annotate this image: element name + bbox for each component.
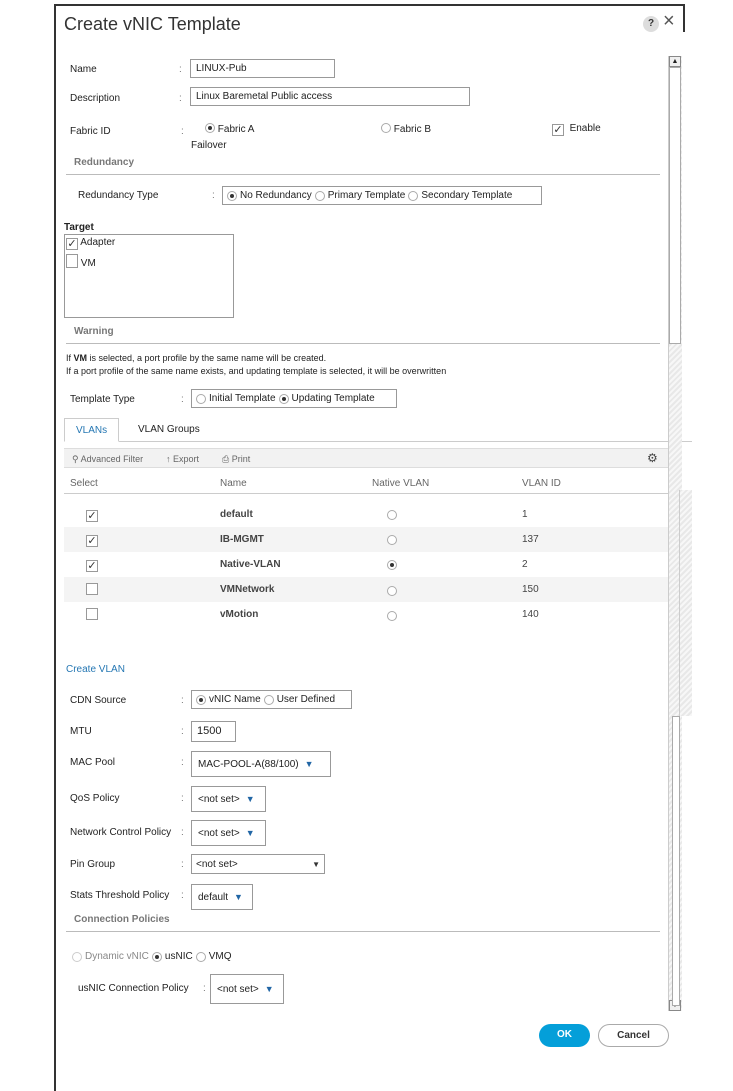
qos-policy-value: <not set> (198, 793, 240, 805)
qos-policy-label: QoS Policy (70, 793, 120, 804)
section-divider (66, 174, 660, 175)
fabric-b-label: Fabric B (393, 124, 432, 135)
stats-value: default (198, 891, 229, 903)
export-label: Export (173, 454, 200, 464)
colon: : (181, 126, 184, 137)
help-icon[interactable]: ? (643, 16, 659, 32)
radio-no-redundancy[interactable] (227, 191, 237, 201)
dialog-frame-right (683, 4, 685, 32)
table-toolbar (64, 448, 668, 468)
row-select-checkbox[interactable]: ✓ (87, 535, 97, 547)
native-vlan-radio[interactable] (387, 586, 397, 596)
redundancy-section-title: Redundancy (74, 157, 135, 168)
chevron-down-icon: ▼ (245, 828, 255, 838)
table-row[interactable] (64, 552, 668, 577)
scrollbar-thumb[interactable] (669, 67, 681, 344)
warning-prefix: If (66, 353, 74, 363)
export-button[interactable] (166, 454, 199, 464)
connection-policies-section-title: Connection Policies (74, 914, 170, 925)
chevron-down-icon: ▼ (245, 794, 255, 804)
table-gap (64, 494, 692, 500)
check-icon: ✓ (67, 238, 77, 250)
print-icon: ⎙ (222, 454, 230, 464)
column-header-select: Select (70, 478, 98, 489)
radio-selected-icon (205, 123, 215, 133)
chevron-down-icon: ▼ (264, 984, 274, 994)
column-header-native-vlan: Native VLAN (372, 478, 430, 489)
warning-section-title: Warning (74, 326, 114, 337)
row-select-checkbox[interactable]: ✓ (87, 510, 97, 522)
table-row[interactable] (64, 527, 668, 552)
radio-initial-template[interactable] (196, 394, 206, 404)
colon: : (203, 983, 206, 994)
tab-vlan-groups[interactable]: VLAN Groups (138, 424, 200, 435)
colon: : (181, 695, 184, 706)
colon: : (212, 190, 215, 201)
column-header-vlan-id: VLAN ID (522, 478, 561, 489)
stats-threshold-policy-label: Stats Threshold Policy (70, 890, 170, 901)
vlan-id: 137 (522, 534, 539, 545)
advanced-filter-button[interactable] (72, 454, 143, 465)
section-divider (66, 931, 660, 932)
chevron-down-icon: ▼ (304, 759, 314, 769)
ncp-value: <not set> (198, 827, 240, 839)
cancel-button[interactable]: Cancel (598, 1024, 669, 1047)
usnic-connection-policy-select[interactable] (210, 974, 284, 1004)
target-adapter-label: Adapter (80, 237, 116, 248)
vlan-id: 2 (522, 559, 528, 570)
radio-usnic[interactable] (152, 952, 162, 962)
create-vlan-link[interactable]: Create VLAN (66, 664, 125, 675)
colon: : (181, 827, 184, 838)
colon: : (181, 394, 184, 405)
row-select-checkbox[interactable]: ✓ (87, 560, 97, 572)
colon: : (181, 859, 184, 870)
close-icon[interactable]: × (663, 10, 675, 32)
export-icon: ↑ (166, 454, 171, 464)
fabric-a-radio[interactable] (205, 123, 254, 135)
radio-vnic-name[interactable] (196, 695, 206, 705)
qos-policy-select[interactable] (191, 786, 266, 812)
radio-primary-template[interactable] (315, 191, 325, 201)
native-vlan-radio[interactable] (387, 535, 397, 545)
description-input[interactable]: Linux Baremetal Public access (190, 87, 470, 106)
table-row[interactable] (64, 602, 668, 627)
colon: : (181, 890, 184, 901)
colon: : (179, 93, 182, 104)
enable-label: Enable (569, 123, 601, 134)
name-input[interactable]: LINUX-Pub (190, 59, 335, 78)
option-label: VMQ (208, 951, 232, 962)
mtu-label: MTU (70, 726, 92, 737)
ok-button[interactable]: OK (539, 1024, 590, 1047)
check-icon: ✓ (553, 124, 563, 136)
description-label: Description (70, 93, 121, 104)
fabric-b-radio[interactable] (381, 123, 431, 135)
native-vlan-radio[interactable] (387, 611, 397, 621)
table-row[interactable] (64, 577, 668, 602)
vlan-name: default (220, 509, 253, 520)
option-label: usNIC (164, 951, 193, 962)
warning-text-line1 (66, 353, 326, 363)
gear-icon[interactable]: ⚙ (647, 451, 658, 465)
template-type-group (191, 389, 397, 408)
vlan-name: Native-VLAN (220, 559, 281, 570)
tabs-divider (64, 441, 692, 442)
colon: : (181, 726, 184, 737)
pin-group-select[interactable] (191, 854, 325, 874)
radio-updating-template[interactable] (279, 394, 289, 404)
scrollbar-track-overlay (679, 490, 692, 716)
chevron-down-icon: ▼ (312, 859, 320, 869)
target-vm-label: VM (80, 258, 96, 269)
redundancy-type-group (222, 186, 542, 205)
colon: : (181, 757, 184, 768)
target-vm-checkbox[interactable] (66, 254, 96, 269)
network-control-policy-select[interactable] (191, 820, 266, 846)
dialog-frame-left (54, 4, 56, 1091)
mtu-input[interactable]: 1500 (191, 721, 236, 742)
option-label: Secondary Template (421, 190, 513, 201)
radio-dynamic-vnic[interactable] (72, 952, 82, 962)
usnic-value: <not set> (217, 983, 259, 995)
mac-pool-select[interactable] (191, 751, 331, 777)
vlan-name: VMNetwork (220, 584, 275, 595)
cdn-source-label: CDN Source (70, 695, 127, 706)
colon: : (179, 64, 182, 75)
row-select-checkbox[interactable] (86, 583, 98, 595)
stats-threshold-policy-select[interactable] (191, 884, 253, 910)
option-label: Initial Template (209, 393, 276, 404)
print-label: Print (231, 454, 251, 464)
column-header-name: Name (220, 478, 247, 489)
radio-user-defined[interactable] (264, 695, 274, 705)
name-label: Name (70, 64, 97, 75)
enable-failover-checkbox[interactable] (552, 123, 601, 136)
print-button[interactable] (222, 454, 250, 465)
scrollbar-thumb-lower[interactable] (672, 716, 680, 1006)
fabric-a-label: Fabric A (217, 124, 255, 135)
scroll-up-icon[interactable]: ▲ (669, 56, 681, 67)
warning-suffix: is selected, a port profile by the same name will be created. (87, 353, 327, 363)
table-row[interactable] (64, 502, 668, 527)
row-select-checkbox[interactable] (86, 608, 98, 620)
mac-pool-label: MAC Pool (70, 757, 116, 768)
fabric-id-label: Fabric ID (70, 126, 111, 137)
option-label: vNIC Name (209, 694, 261, 705)
checkbox-icon (66, 254, 78, 268)
pin-group-label: Pin Group (70, 859, 116, 870)
redundancy-type-label: Redundancy Type (78, 190, 159, 201)
cdn-source-group (191, 690, 352, 709)
network-control-policy-label: Network Control Policy (70, 827, 172, 838)
vlan-id: 150 (522, 584, 539, 595)
dialog-frame-top (54, 4, 684, 6)
template-type-label: Template Type (70, 394, 135, 405)
vlan-name: IB-MGMT (220, 534, 264, 545)
radio-secondary-template[interactable] (408, 191, 418, 201)
usnic-connection-policy-label: usNIC Connection Policy (78, 983, 189, 994)
vlan-name: vMotion (220, 609, 259, 620)
warning-bold: VM (73, 353, 88, 363)
option-label: Dynamic vNIC (85, 951, 149, 962)
filter-icon: ⚲ (72, 454, 79, 464)
warning-text-line2: If a port profile of the same name exists, and updating template is selected, it will be overwritten (66, 366, 447, 376)
option-label: User Defined (276, 694, 336, 705)
target-adapter-checkbox[interactable] (66, 237, 115, 250)
connection-policy-group (72, 951, 231, 962)
chevron-down-icon: ▼ (234, 892, 243, 902)
vlan-id: 140 (522, 609, 539, 620)
colon: : (181, 793, 184, 804)
vlan-id: 1 (522, 509, 528, 520)
native-vlan-radio[interactable] (387, 510, 397, 520)
mac-pool-value: MAC-POOL-A(88/100) (198, 758, 299, 770)
native-vlan-radio-selected[interactable] (387, 560, 397, 570)
option-label: No Redundancy (240, 190, 312, 201)
target-label: Target (64, 222, 94, 233)
advanced-filter-label: Advanced Filter (80, 454, 144, 464)
pin-group-value: <not set> (196, 858, 238, 870)
radio-vmq[interactable] (196, 952, 206, 962)
dialog-title: Create vNIC Template (64, 14, 241, 34)
option-label: Primary Template (327, 190, 406, 201)
failover-label: Failover (191, 140, 227, 151)
tab-vlans[interactable]: VLANs (64, 418, 119, 442)
section-divider (66, 343, 660, 344)
radio-icon (381, 123, 391, 133)
option-label: Updating Template (291, 393, 375, 404)
